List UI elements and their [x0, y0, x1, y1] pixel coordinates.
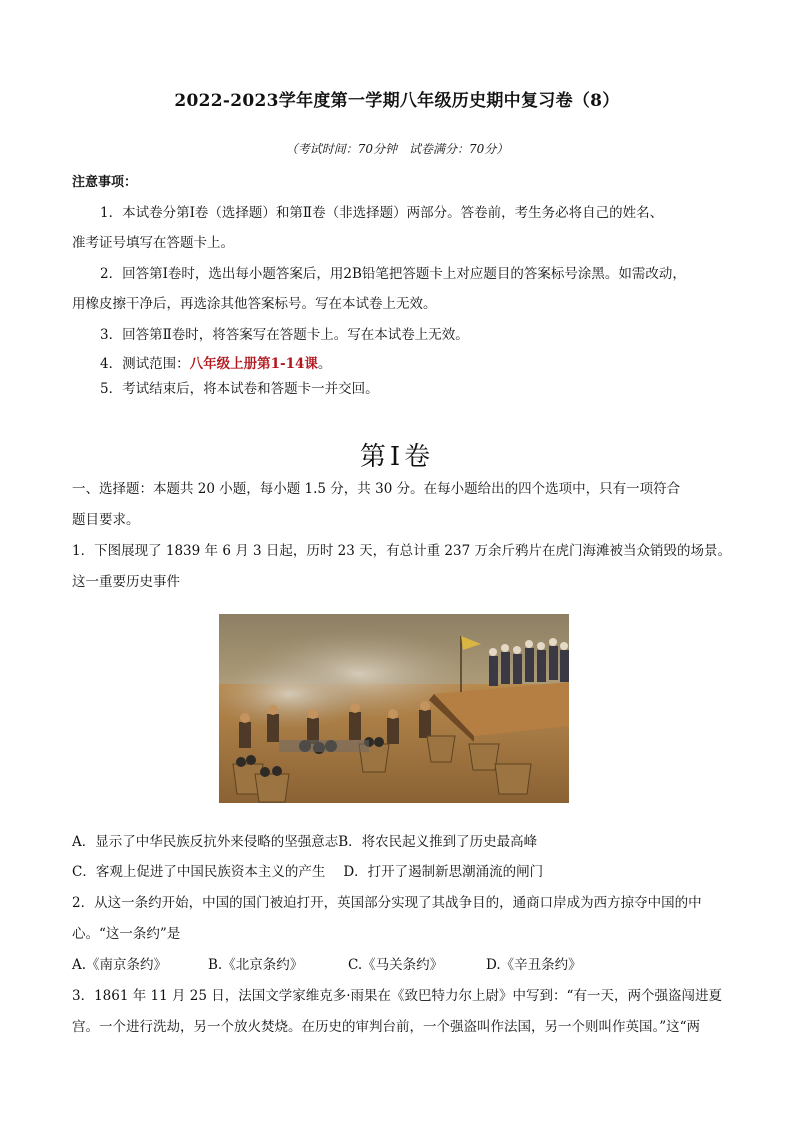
page-title: 2022-2023学年度第一学期八年级历史期中复习卷（8）: [174, 91, 620, 111]
question-1-stem-line-2: 这一重要历史事件: [72, 574, 180, 590]
note-item-2-line-2: 用橡皮擦干净后，再选涂其他答案标号。写在本试卷上无效。: [72, 296, 437, 312]
note-item-2-line-1: 2．回答第Ⅰ卷时，选出每小题答案后，用2B铅笔把答题卡上对应题目的答案标号涂黑。如需改动，: [100, 266, 686, 282]
exam-info: （考试时间：70分钟 试卷满分：70分）: [285, 142, 509, 156]
note-item-4-prefix: 4．测试范围：: [100, 356, 190, 372]
question-1-options-row-1: [72, 827, 732, 858]
notes-heading: 注意事项：: [72, 175, 138, 190]
note-item-5: 5．考试结束后，将本试卷和答题卡一并交回。: [100, 381, 379, 397]
note-item-3: 3．回答第Ⅱ卷时，将答案写在答题卡上。写在本试卷上无效。: [100, 327, 469, 343]
section-intro-line-2: 题目要求。: [72, 512, 140, 528]
note-item-4-suffix: 。: [317, 356, 332, 372]
section-title: 第Ⅰ卷: [359, 442, 435, 472]
question-2-stem-line-2: 心。“这一条约”是: [72, 926, 181, 942]
question-1-options-row-2: [72, 857, 732, 888]
opium-destruction-illustration: [219, 614, 569, 803]
question-1-option-a[interactable]: A．显示了中华民族反抗外来侵略的坚强意志: [72, 834, 339, 850]
question-1-option-c[interactable]: C．客观上促进了中国民族资本主义的产生: [72, 864, 326, 880]
question-2-stem-line-1: 2．从这一条约开始，中国的国门被迫打开，英国部分实现了其战争目的，通商口岸成为西方掠夺中国的中: [72, 895, 702, 911]
section-intro-line-1: 一、选择题：本题共 20 小题，每小题 1.5 分，共 30 分。在每小题给出的四个选项中，只有一项符合: [72, 481, 681, 497]
question-1-option-b[interactable]: B．将农民起义推到了历史最高峰: [338, 834, 538, 850]
question-3-stem-line-1: 3．1861 年 11 月 25 日，法国文学家维克多·雨果在《致巴特力尔上尉》中写到：“有一天，两个强盗闯进夏: [72, 988, 722, 1004]
question-2-options: [72, 950, 732, 981]
question-2-option-b[interactable]: B.《北京条约》: [208, 957, 304, 973]
question-2-option-c[interactable]: C.《马关条约》: [348, 957, 444, 973]
note-item-1-line-2: 准考证号填写在答题卡上。: [72, 235, 234, 251]
test-range-highlight: 八年级上册第1-14课: [189, 356, 318, 372]
note-item-1-line-1: 1．本试卷分第Ⅰ卷（选择题）和第Ⅱ卷（非选择题）两部分。答卷前，考生务必将自己的姓名、: [100, 205, 664, 221]
question-1-stem-line-1: 1．下图展现了 1839 年 6 月 3 日起，历时 23 天，有总计重 237 万余斤鸦片在虎门海滩被当众销毁的场景。: [72, 543, 731, 559]
question-1-option-d[interactable]: D．打开了遏制新思潮涌流的闸门: [343, 864, 544, 880]
question-2-option-a[interactable]: A.《南京条约》: [72, 957, 168, 973]
question-3-stem-line-2: 宫。一个进行洗劫，另一个放火焚烧。在历史的审判台前，一个强盗叫作法国，另一个则叫作英国。”这“两: [72, 1019, 701, 1035]
question-2-option-d[interactable]: D.《辛丑条约》: [486, 957, 582, 973]
